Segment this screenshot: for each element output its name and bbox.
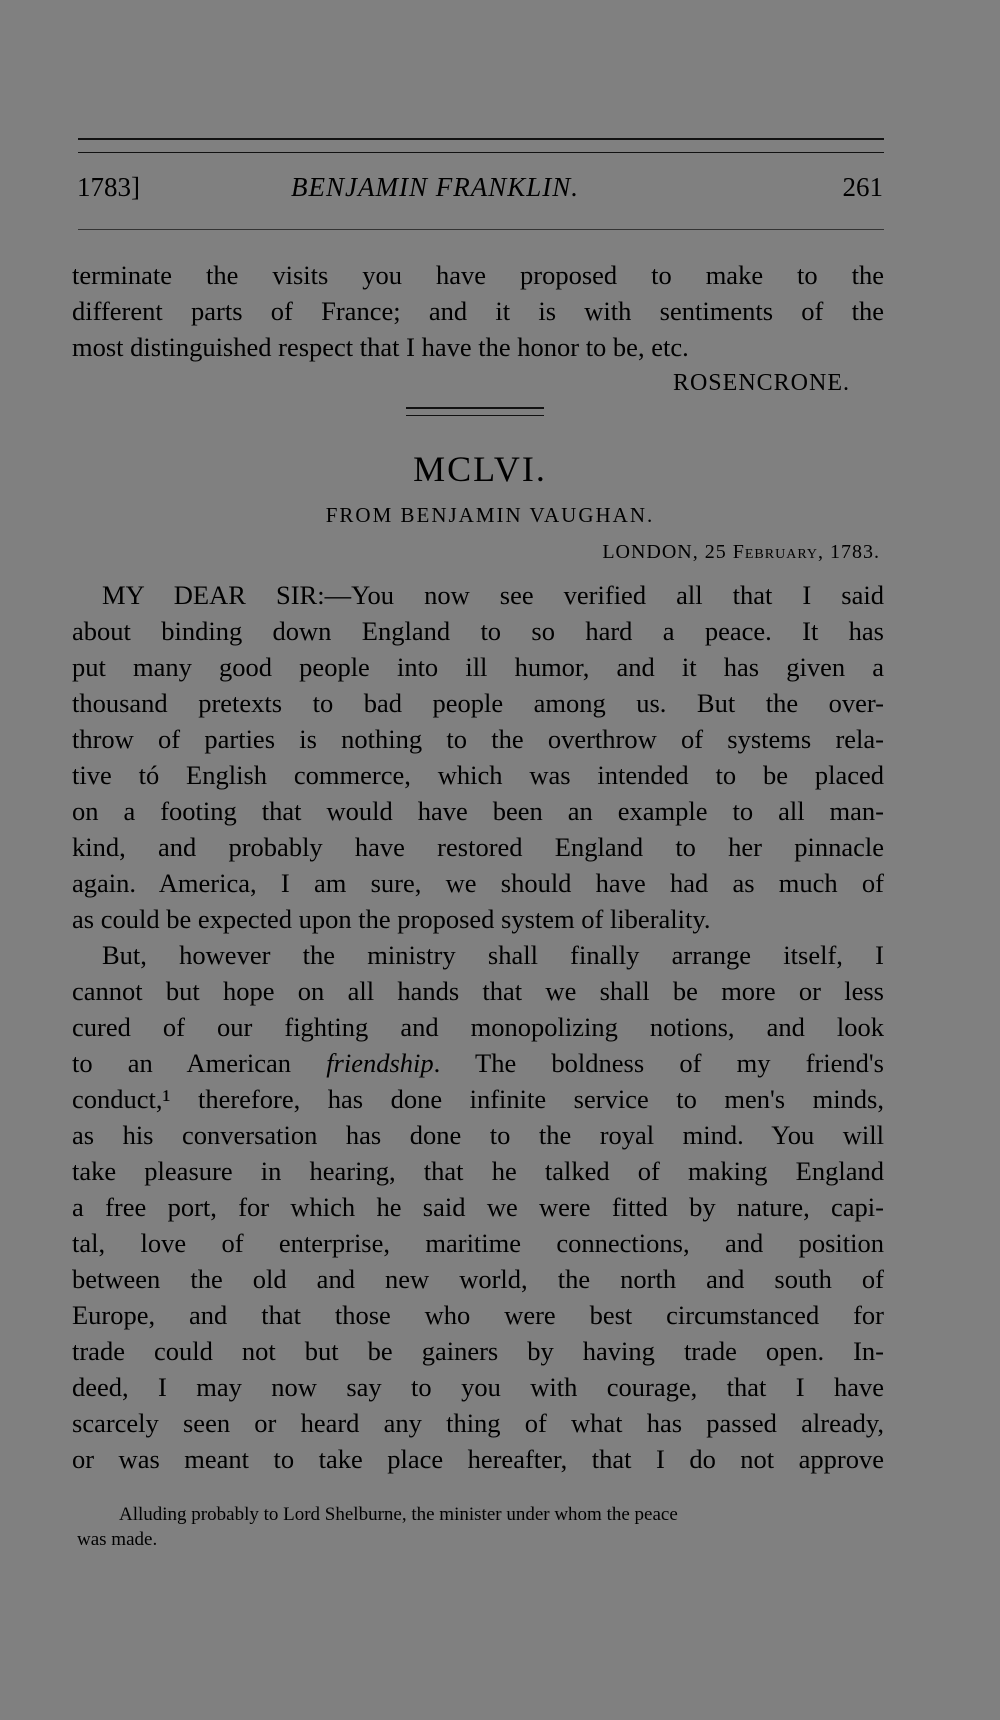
text-line: or was meant to take place hereafter, that I do not approve [72,1444,884,1474]
text-run: —You now see verified all that I said [324,580,884,610]
page-number: 261 [842,172,883,202]
text-line: a free port, for which he said we were fitted by nature, capi- [72,1192,884,1222]
text-line: most distinguished respect that I have the honor to be, etc. [72,332,689,362]
text-line: scarcely seen or heard any thing of what has passed already, [72,1408,884,1438]
text-line: on a footing that would have been an example to all man- [72,796,884,826]
letter-from: FROM BENJAMIN VAUGHAN. [325,503,655,527]
signature: ROSENCRONE. [672,370,850,396]
running-header [77,172,883,212]
text-line: different parts of France; and it is with sentiments of the [72,296,884,326]
text-line: terminate the visits you have proposed to make to the [72,260,884,290]
text-line [102,577,884,613]
text-line: as his conversation has done to the royal mind. You will [72,1120,884,1150]
text-line: trade could not but be gainers by having trade open. In- [72,1336,884,1366]
text-line: tal, love of enterprise, maritime connections, and position [72,1228,884,1258]
header-year: 1783] [77,172,140,202]
text-line: tive tó English commerce, which was intended to be placed [72,760,884,790]
header-title: BENJAMIN FRANKLIN. [291,172,579,202]
top-rule-inner [78,152,884,153]
footnote-line: was made. [77,1529,158,1550]
text-line: again. America, I am sure, we should have had as much of [72,868,884,898]
header-rule [78,229,884,230]
text-line: conduct,¹ therefore, has done infinite service to men's minds, [72,1084,884,1114]
separator-rule-inner [406,415,544,416]
text-line: cannot but hope on all hands that we shall be more or less [72,976,884,1006]
text-line [72,1045,884,1081]
text-line: deed, I may now say to you with courage, that I have [72,1372,884,1402]
footnote-line: Alluding probably to Lord Shelburne, the minister under whom the peace [119,1504,678,1525]
text-line: between the old and new world, the north and south of [72,1264,884,1294]
text-line: Europe, and that those who were best circumstanced for [72,1300,884,1330]
letter-number: MCLVI. [413,449,547,489]
text-line: kind, and probably have restored England to her pinnacle [72,832,884,862]
text-line: But, however the ministry shall finally arrange itself, I [102,940,884,970]
text-line: put many good people into ill humor, and it has given a [72,652,884,682]
emphasis: friendship [326,1048,434,1078]
text-line: about binding down England to so hard a peace. It has [72,616,884,646]
salutation: MY DEAR SIR: [102,580,325,610]
top-rule [78,138,884,140]
text-line: thousand pretexts to bad people among us. But the over- [72,688,884,718]
text-line: throw of parties is nothing to the overthrow of systems rela- [72,724,884,754]
dateline: LONDON, 25 February, 1783. [602,541,880,563]
text-run: to an American [72,1048,327,1078]
text-line: as could be expected upon the proposed system of liberality. [72,904,711,934]
separator-rule [406,407,544,409]
text-run: . The boldness of my friend's [433,1048,884,1078]
text-line: cured of our fighting and monopolizing notions, and look [72,1012,884,1042]
text-line: take pleasure in hearing, that he talked of making England [72,1156,884,1186]
